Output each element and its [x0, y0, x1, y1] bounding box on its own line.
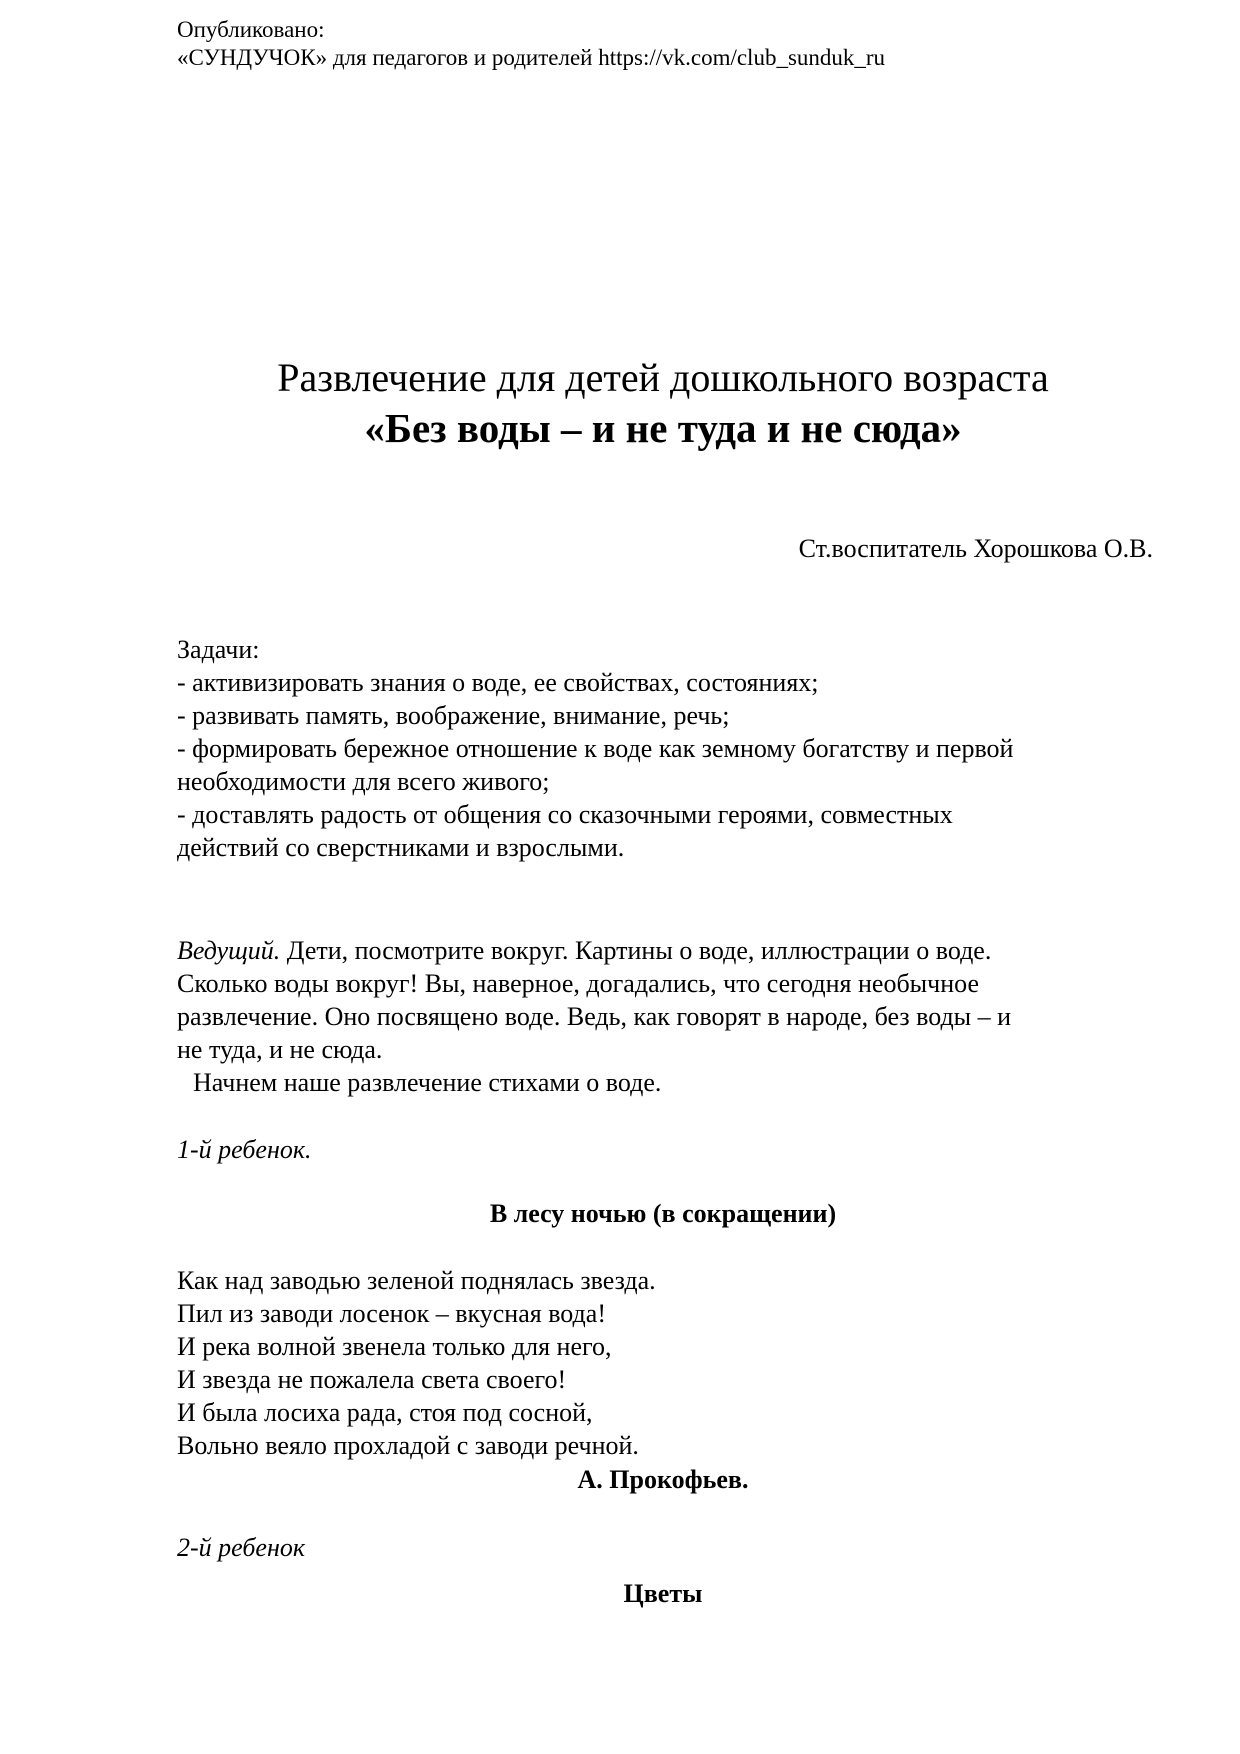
source-line: «СУНДУЧОК» для педагогов и родителей https://vk.com/club_sunduk_ru [177, 45, 886, 70]
task-line: - доставлять радость от общения со сказочными героями, совместных [177, 800, 953, 829]
poem-line: Как над заводью зеленой поднялась звезда. [177, 1266, 656, 1295]
child1-label: 1-й ребенок. [177, 1135, 312, 1164]
host-line: Сколько воды вокруг! Вы, наверное, догадались, что сегодня необычное [177, 969, 979, 998]
child2-label: 2-й ребенок [177, 1533, 306, 1562]
poem-line: И река волной звенела только для него, [177, 1332, 612, 1361]
poem-line: И звезда не пожалела света своего! [177, 1365, 567, 1394]
host-line: развлечение. Оно посвящено воде. Ведь, как говорят в народе, без воды – и [177, 1002, 1012, 1031]
host-section [177, 934, 1137, 1099]
task-line: действий со сверстниками и взрослыми. [177, 833, 625, 862]
poem-line: И была лосиха рада, стоя под сосной, [177, 1398, 593, 1427]
task-line: - развивать память, воображение, внимание, речь; [177, 701, 730, 730]
task-line: - формировать бережное отношение к воде как земному богатству и первой [177, 734, 1014, 763]
host-line: не туда, и не сюда. [177, 1035, 383, 1064]
host-line-rest: Дети, посмотрите вокруг. Картины о воде, иллюстрации о воде. [280, 936, 992, 965]
poem-author: А. Прокофьев. [577, 1465, 749, 1494]
poem-line: Вольно веяло прохладой с заводи речной. [177, 1431, 639, 1460]
page-subtitle: «Без воды – и не туда и не сюда» [364, 405, 962, 451]
host-line [177, 934, 1137, 967]
tasks-section [177, 633, 1137, 864]
poem-title: В лесу ночью (в сокращении) [489, 1199, 837, 1228]
speaker-label: Ведущий. [177, 936, 281, 965]
poem-title: Цветы [623, 1579, 703, 1608]
author-line: Ст.воспитатель Хорошкова О.В. [798, 534, 1153, 563]
tasks-heading: Задачи: [177, 635, 260, 664]
task-line: - активизировать знания о воде, ее свойствах, состояниях; [177, 668, 819, 697]
poem-line: Пил из заводи лосенок – вкусная вода! [177, 1299, 606, 1328]
task-line: необходимости для всего живого; [177, 767, 550, 796]
page-title: Развлечение для детей дошкольного возраста [277, 355, 1049, 400]
published-label: Опубликовано: [177, 17, 325, 42]
host-closing: Начнем наше развлечение стихами о воде. [193, 1068, 662, 1097]
poem-body [177, 1264, 1137, 1462]
